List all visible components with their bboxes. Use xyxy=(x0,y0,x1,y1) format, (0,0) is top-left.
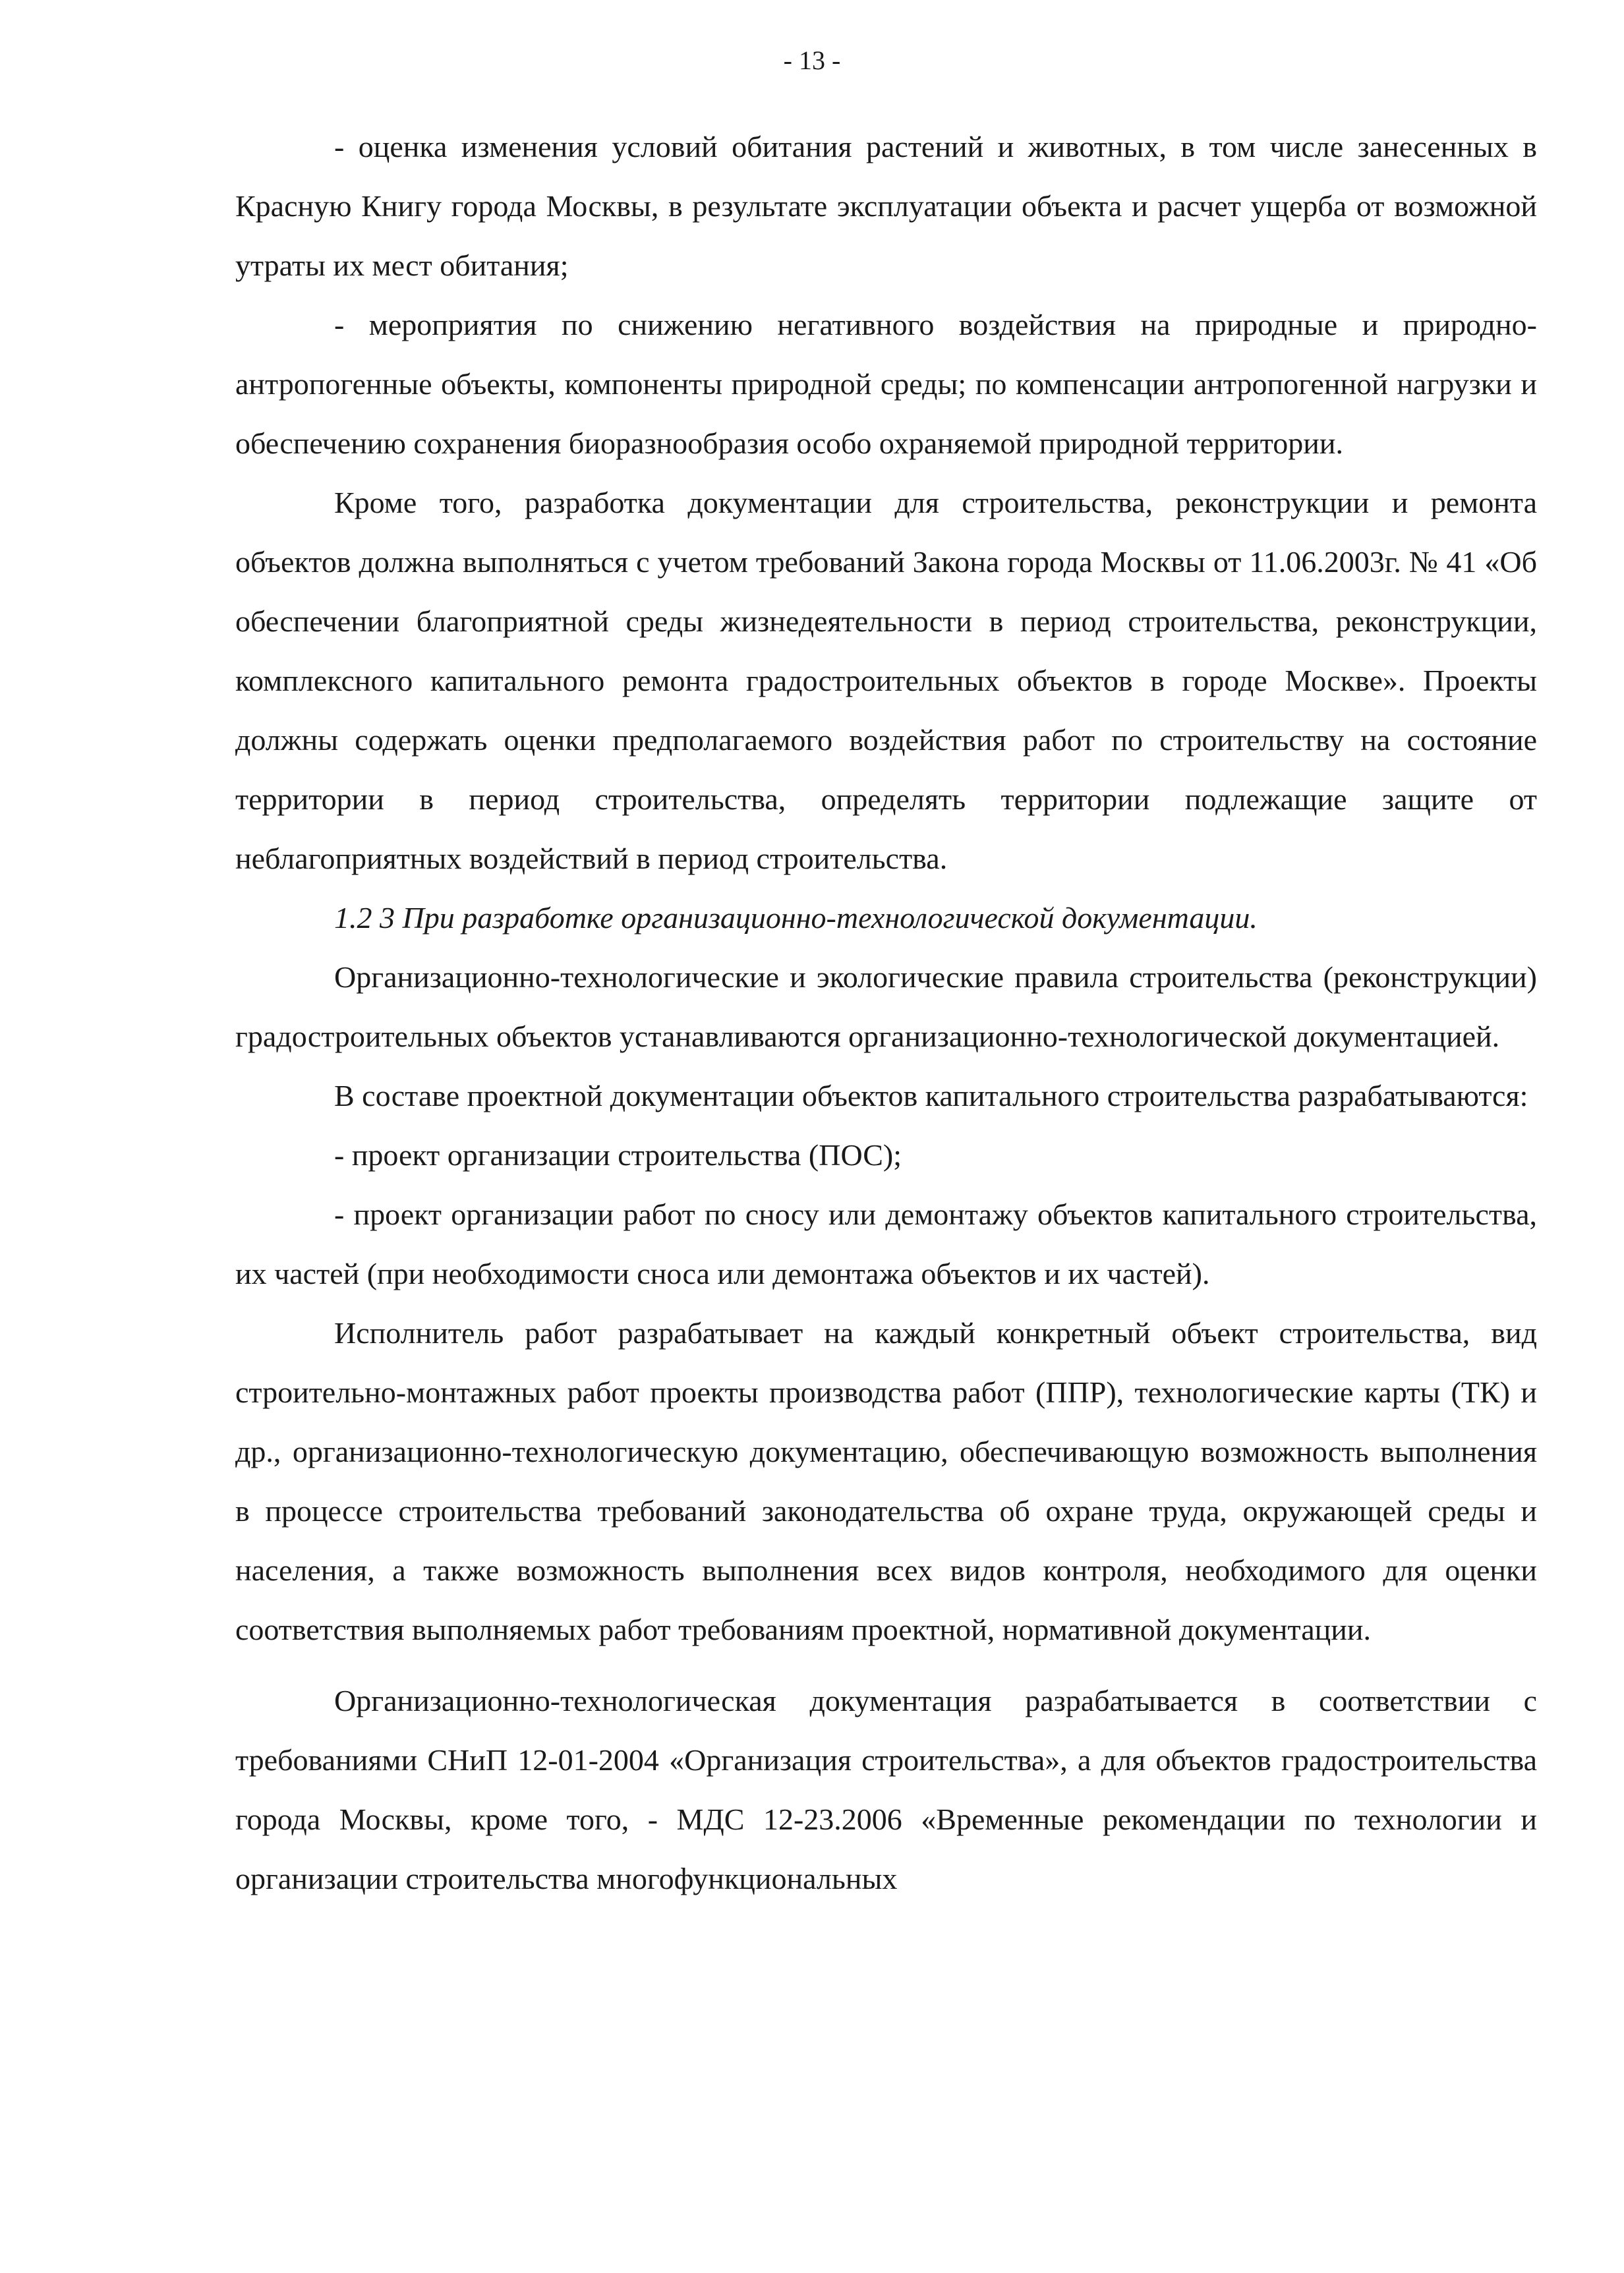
paragraph-snip-reference: Организационно-технологическая документация разрабатывается в соответствии с требованиями СНиП 12-01-2004 «Организация строительства», а для объектов градостроительства города Москвы, кроме того, - МДС 12-23.2006 «Временные рекомендации по технологии и организации строительства многофункциональных xyxy=(235,1684,1537,1895)
paragraph-project-docs-intro: В составе проектной документации объектов капитального строительства разрабатываются: xyxy=(334,1079,1528,1112)
paragraph-moscow-law: Кроме того, разработка документации для строительства, реконструкции и ремонта объектов должна выполняться с учетом требований Закона города Москвы от 11.06.2003г. № 41 «Об обеспечении благоприятной среды жизнедеятельности в период строительства, реконструкции, комплексного капитального ремонта градостроительных объектов в городе Москве». Проекты должны содержать оценки предполагаемого воздействия работ по строительству на состояние территории в период строительства, определять территории подлежащие защите от неблагоприятных воздействий в период строительства. xyxy=(235,486,1537,875)
list-item-demolition-project: - проект организации работ по сносу или демонтажу объектов капитального строительства, их частей (при необходимости сноса или демонтажа объектов и их частей). xyxy=(235,1197,1537,1290)
paragraph-contractor-ppr: Исполнитель работ разрабатывает на каждый конкретный объект строительства, вид строительно-монтажных работ проекты производства работ (ППР), технологические карты (ТК) и др., организационно-технологическую документацию, обеспечивающую возможность выполнения в процессе строительства требований законодательства об охране труда, окружающей среды и населения, а также возможность выполнения всех видов контроля, необходимого для оценки соответствия выполняемых работ требованиям проектной, нормативной документации. xyxy=(235,1316,1537,1646)
paragraph-org-tech-rules: Организационно-технологические и экологические правила строительства (реконструкции) градостроительных объектов устанавливаются организационно-технологической документацией. xyxy=(235,960,1537,1053)
section-heading-1-2-3: 1.2 3 При разработке организационно-технологической документации. xyxy=(334,901,1258,935)
list-item-pos: - проект организации строительства (ПОС); xyxy=(334,1138,902,1172)
paragraph-impact-measures: - мероприятия по снижению негативного воздействия на природные и природно-антропогенные объекты, компоненты природной среды; по компенсации антропогенной нагрузки и обеспечению сохранения биоразнообразия особо охраняемой природной территории. xyxy=(235,308,1537,460)
page-number: - 13 - xyxy=(783,45,841,75)
document-body xyxy=(235,117,1537,1909)
paragraph-habitat-assessment: - оценка изменения условий обитания растений и животных, в том числе занесенных в Красную Книгу города Москвы, в результате эксплуатации объекта и расчет ущерба от возможной утраты их мест обитания; xyxy=(235,130,1537,282)
